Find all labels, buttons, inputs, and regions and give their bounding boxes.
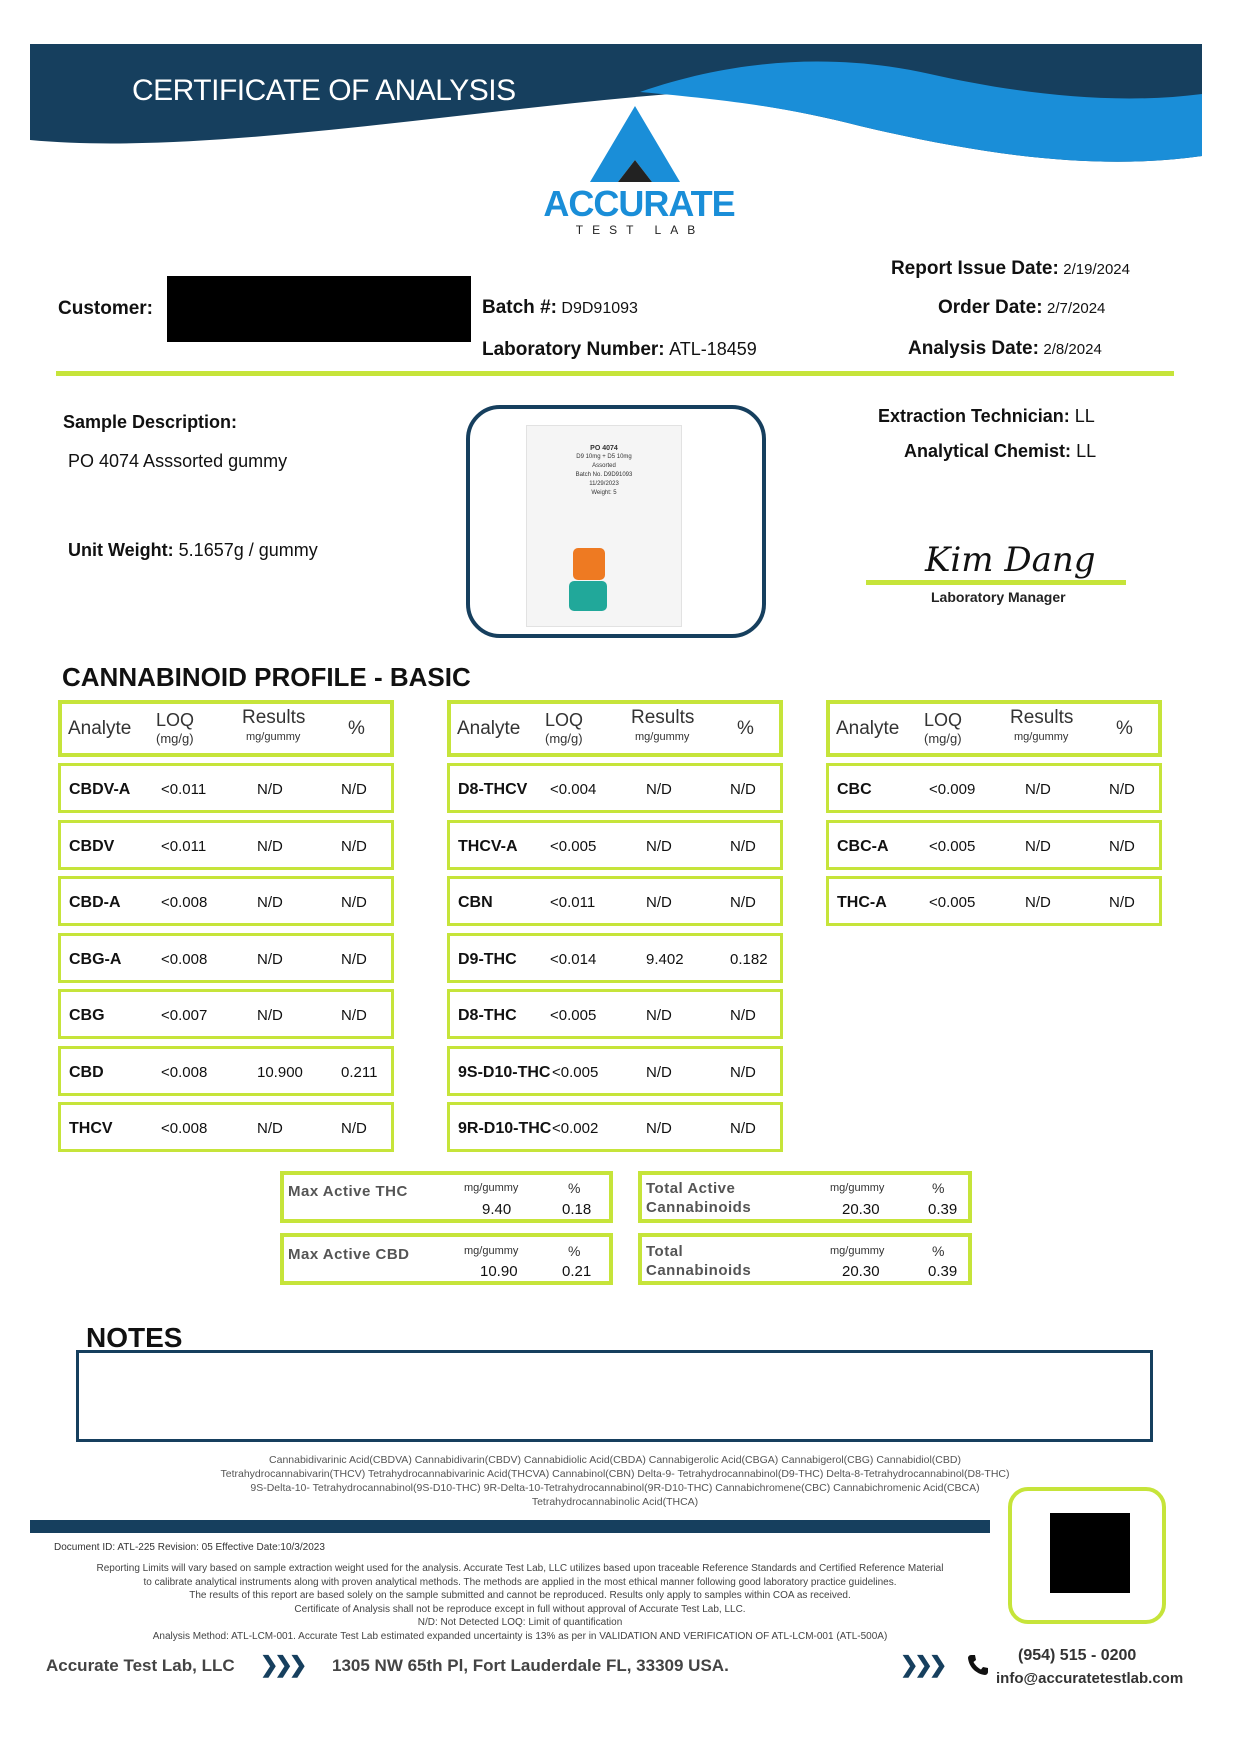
result-value: N/D	[1025, 781, 1051, 798]
table-row	[826, 763, 1162, 813]
result-value: N/D	[257, 1120, 283, 1137]
total-mg: 20.30	[842, 1263, 880, 1280]
analyte-name: CBG-A	[69, 951, 122, 968]
manager-label: Laboratory Manager	[931, 589, 1066, 605]
document-title: CERTIFICATE OF ANALYSIS	[132, 74, 516, 107]
table-row	[826, 876, 1162, 926]
table-row	[447, 1102, 783, 1152]
result-value: N/D	[257, 894, 283, 911]
total-active-pct: 0.39	[928, 1201, 958, 1218]
extraction-label: Extraction Technician:	[878, 406, 1070, 426]
loq-value: <0.002	[552, 1120, 599, 1137]
percent-value: N/D	[341, 781, 367, 798]
footer-divider-bar	[30, 1520, 990, 1533]
notes-box	[76, 1350, 1153, 1442]
table-row	[58, 1102, 394, 1152]
header-results: Results	[631, 707, 695, 728]
result-value: 9.402	[646, 951, 684, 968]
result-value: N/D	[646, 1064, 672, 1081]
analyte-name: THCV	[69, 1120, 113, 1137]
analyte-name: D8-THCV	[458, 781, 528, 798]
max-cbd-mg: 10.90	[480, 1263, 518, 1280]
loq-value: <0.005	[929, 894, 976, 911]
result-value: N/D	[646, 838, 672, 855]
max-cbd-label: Max Active CBD	[288, 1246, 410, 1263]
table-row	[58, 763, 394, 813]
loq-value: <0.005	[550, 838, 597, 855]
max-active-thc-box	[280, 1171, 613, 1223]
header-loq-unit: (mg/g)	[545, 731, 583, 746]
footer-address: 1305 NW 65th Pl, Fort Lauderdale FL, 33309 USA.	[332, 1656, 729, 1675]
abbreviation-glossary: Cannabidivarinic Acid(CBDVA) Cannabidivarin(CBDV) Cannabidiolic Acid(CBDA) Cannabigerolic Acid(CBGA) Cannabigerol(CBG) Cannabidiol(CBD) Tetrahydrocannabivarin(THCV) Tetrahydrocannabivarinic Acid(THCVA) Cannabinol(CBN) Delta-9- Tetrahydrocannabinol(D9-THC) Delta-8-Tetrahydrocannabinol(D8-THC) 9S-Delta-10- Tetrahydrocannabinol(9S-D10-THC) 9R-Delta-10-Tetrahydrocannabinol(9R-D10-THC) Cannabichromene(CBC) Cannabichromenic Acid(CBCA) Tetrahydrocannabinolic Acid(THCA)	[220, 1454, 1010, 1508]
percent-value: N/D	[341, 951, 367, 968]
sample-bag	[526, 425, 682, 627]
result-value: N/D	[257, 838, 283, 855]
analysis-date	[908, 338, 1102, 360]
loq-value: <0.007	[161, 1007, 208, 1024]
sample-photo	[466, 405, 766, 638]
chemist-value: LL	[1076, 441, 1097, 461]
result-value: N/D	[1025, 838, 1051, 855]
header-loq: LOQ	[924, 710, 963, 730]
result-value: N/D	[1025, 894, 1051, 911]
bag-label: PO 4074 D9 10mg + D5 10mg Assorted Batch No. D9D91093 11/29/2023 Weight: 5	[575, 445, 633, 496]
chemist-label: Analytical Chemist:	[904, 441, 1072, 461]
logo-wordmark: ACCURATE	[543, 183, 735, 224]
total-label: Total Cannabinoids	[646, 1243, 752, 1279]
percent-value: N/D	[730, 1120, 756, 1137]
loq-value: <0.011	[550, 894, 596, 911]
percent-value: N/D	[1109, 894, 1135, 911]
total-active-unit-mg: mg/gummy	[830, 1182, 885, 1194]
total-unit-pct: %	[932, 1243, 945, 1259]
header-pct: %	[348, 718, 365, 739]
footer-phone[interactable]: (954) 515 - 0200	[1018, 1647, 1137, 1664]
loq-value: <0.009	[929, 781, 976, 798]
analyte-name: CBDV-A	[69, 781, 131, 798]
analyte-name: CBC-A	[837, 838, 889, 855]
signature-line	[866, 580, 1126, 585]
loq-value: <0.008	[161, 894, 208, 911]
result-value: 10.900	[257, 1064, 303, 1081]
loq-value: <0.008	[161, 1064, 208, 1081]
issue-date-label: Report Issue Date:	[890, 258, 1059, 279]
logo-mark-icon	[590, 106, 680, 182]
lab-number-label: Laboratory Number:	[482, 339, 665, 360]
header-analyte: Analyte	[457, 718, 521, 739]
max-thc-pct: 0.18	[562, 1201, 592, 1218]
report-issue-date	[891, 258, 1130, 280]
extraction-value: LL	[1074, 406, 1095, 426]
percent-value: N/D	[341, 1007, 367, 1024]
analyte-name: D9-THC	[458, 951, 517, 968]
table-row	[447, 763, 783, 813]
loq-value: <0.005	[552, 1064, 599, 1081]
percent-value: N/D	[341, 894, 367, 911]
percent-value: 0.182	[730, 951, 768, 968]
max-thc-mg: 9.40	[482, 1201, 512, 1218]
analyte-name: CBD	[69, 1064, 104, 1081]
max-thc-unit-pct: %	[568, 1180, 581, 1196]
info-divider	[56, 371, 1174, 376]
analysis-date-label: Analysis Date:	[908, 338, 1039, 359]
table-row	[447, 933, 783, 983]
qr-code[interactable]	[1050, 1513, 1130, 1593]
analysis-date-value: 2/8/2024	[1043, 341, 1102, 358]
lab-number-value: ATL-18459	[669, 339, 757, 359]
sample-description-label: Sample Description:	[63, 412, 238, 432]
table-row	[58, 989, 394, 1039]
header-results: Results	[1010, 707, 1074, 728]
analytical-chemist	[904, 441, 1096, 462]
notes-title: NOTES	[86, 1322, 183, 1353]
table-row	[447, 876, 783, 926]
footer-company: Accurate Test Lab, LLC	[46, 1656, 235, 1675]
max-active-cbd-box	[280, 1233, 613, 1285]
header-results-unit: mg/gummy	[1014, 731, 1069, 743]
batch-number	[482, 297, 638, 319]
unit-weight	[68, 540, 318, 561]
table-row	[447, 1046, 783, 1096]
result-value: N/D	[646, 1120, 672, 1137]
loq-value: <0.008	[161, 951, 208, 968]
loq-value: <0.005	[550, 1007, 597, 1024]
phone-icon	[966, 1653, 990, 1677]
col3-header	[826, 700, 1162, 757]
batch-value: D9D91093	[561, 300, 638, 317]
header-analyte: Analyte	[836, 718, 900, 739]
logo-subtitle: TEST LAB	[575, 223, 705, 237]
header-loq: LOQ	[545, 710, 584, 730]
max-thc-label: Max Active THC	[288, 1183, 408, 1200]
analyte-name: CBDV	[69, 838, 115, 855]
loq-value: <0.011	[161, 781, 207, 798]
percent-value: N/D	[730, 894, 756, 911]
header-loq-unit: (mg/g)	[924, 731, 962, 746]
header-analyte: Analyte	[68, 718, 132, 739]
percent-value: N/D	[730, 781, 756, 798]
total-active-mg: 20.30	[842, 1201, 880, 1218]
col2-header	[447, 700, 783, 757]
header-results-unit: mg/gummy	[635, 731, 690, 743]
profile-title: CANNABINOID PROFILE - BASIC	[62, 662, 471, 692]
analyte-name: CBG	[69, 1007, 105, 1024]
header-pct: %	[1116, 718, 1133, 739]
chevron-right-icon: ❯❯❯	[260, 1652, 304, 1677]
loq-value: <0.011	[161, 838, 207, 855]
analyte-name: THC-A	[837, 894, 887, 911]
batch-label: Batch #:	[482, 297, 557, 318]
analyte-name: D8-THC	[458, 1007, 517, 1024]
order-date-label: Order Date:	[938, 297, 1043, 318]
max-cbd-unit-mg: mg/gummy	[464, 1245, 519, 1257]
order-date	[938, 297, 1105, 319]
table-row	[447, 820, 783, 870]
loq-value: <0.005	[929, 838, 976, 855]
customer-label: Customer:	[58, 298, 154, 319]
header-loq-unit: (mg/g)	[156, 731, 194, 746]
loq-value: <0.004	[550, 781, 597, 798]
total-cannabinoids-box	[638, 1233, 972, 1285]
total-active-cannabinoids-box	[638, 1171, 972, 1223]
teal-gummy	[569, 581, 607, 611]
footer-email[interactable]: info@accuratetestlab.com	[996, 1670, 1184, 1687]
sample-description-value: PO 4074 Asssorted gummy	[68, 451, 288, 471]
result-value: N/D	[257, 781, 283, 798]
percent-value: N/D	[341, 838, 367, 855]
percent-value: N/D	[730, 1064, 756, 1081]
result-value: N/D	[257, 1007, 283, 1024]
header-loq: LOQ	[156, 710, 195, 730]
max-thc-unit-mg: mg/gummy	[464, 1182, 519, 1194]
analyte-name: 9S-D10-THC	[458, 1064, 551, 1081]
percent-value: N/D	[1109, 838, 1135, 855]
table-row	[58, 1046, 394, 1096]
header-pct: %	[737, 718, 754, 739]
header-results: Results	[242, 707, 306, 728]
result-value: N/D	[646, 781, 672, 798]
percent-value: 0.211	[341, 1064, 378, 1081]
issue-date-value: 2/19/2024	[1063, 261, 1130, 278]
total-unit-mg: mg/gummy	[830, 1245, 885, 1257]
customer-redaction	[167, 276, 471, 342]
table-row	[58, 820, 394, 870]
loq-value: <0.014	[550, 951, 597, 968]
qr-code-frame[interactable]	[1008, 1487, 1166, 1624]
result-value: N/D	[646, 894, 672, 911]
analyte-name: CBN	[458, 894, 493, 911]
document-id-line: Document ID: ATL-225 Revision: 05 Effective Date:10/3/2023	[54, 1542, 325, 1553]
total-active-label: Total Active Cannabinoids	[646, 1180, 752, 1216]
unit-weight-label: Unit Weight:	[68, 540, 174, 560]
analyte-name: THCV-A	[458, 838, 518, 855]
analyte-name: CBD-A	[69, 894, 121, 911]
extraction-technician	[878, 406, 1095, 427]
max-cbd-pct: 0.21	[562, 1263, 592, 1280]
max-cbd-unit-pct: %	[568, 1243, 581, 1259]
percent-value: N/D	[730, 838, 756, 855]
loq-value: <0.008	[161, 1120, 208, 1137]
percent-value: N/D	[1109, 781, 1135, 798]
table-row	[58, 933, 394, 983]
percent-value: N/D	[341, 1120, 367, 1137]
table-row	[447, 989, 783, 1039]
laboratory-number	[482, 339, 757, 361]
table-row	[826, 820, 1162, 870]
table-row	[58, 876, 394, 926]
chevron-right-icon-2: ❯❯❯	[900, 1652, 944, 1677]
col1-header	[58, 700, 394, 757]
result-value: N/D	[646, 1007, 672, 1024]
total-pct: 0.39	[928, 1263, 958, 1280]
analyte-name: 9R-D10-THC	[458, 1120, 552, 1137]
orange-gummy	[573, 548, 605, 580]
result-value: N/D	[257, 951, 283, 968]
analyte-name: CBC	[837, 781, 872, 798]
manager-signature: Kim Dang	[925, 540, 1096, 580]
header-results-unit: mg/gummy	[246, 731, 301, 743]
percent-value: N/D	[730, 1007, 756, 1024]
fine-print: Reporting Limits will vary based on sample extraction weight used for the analysis. Accurate Test Lab, LLC utilizes based upon traceable Reference Standards and Certified Reference Material to calibrate analytical instruments along with proven analytical methods. The methods are applied in the most ethical manner following good laboratory practice guidelines. The results of this report are based solely on the sample submitted and cannot be reproduced. Results only apply to samples within COA as received. Certificate of Analysis shall not be reproduce except in full without approval of Accurate Test Lab, LLC. N/D: Not Detected LOQ: Limit of quantification Analysis Method: ATL-LCM-001. Accurate Test Lab estimated expanded uncertainty is 13% as per in VALIDATION AND VERIFICATION OF ATL-LCM-001 (ATL-500A)	[96, 1563, 944, 1642]
total-active-unit-pct: %	[932, 1180, 945, 1196]
unit-weight-value: 5.1657g / gummy	[178, 540, 318, 560]
order-date-value: 2/7/2024	[1046, 300, 1106, 317]
